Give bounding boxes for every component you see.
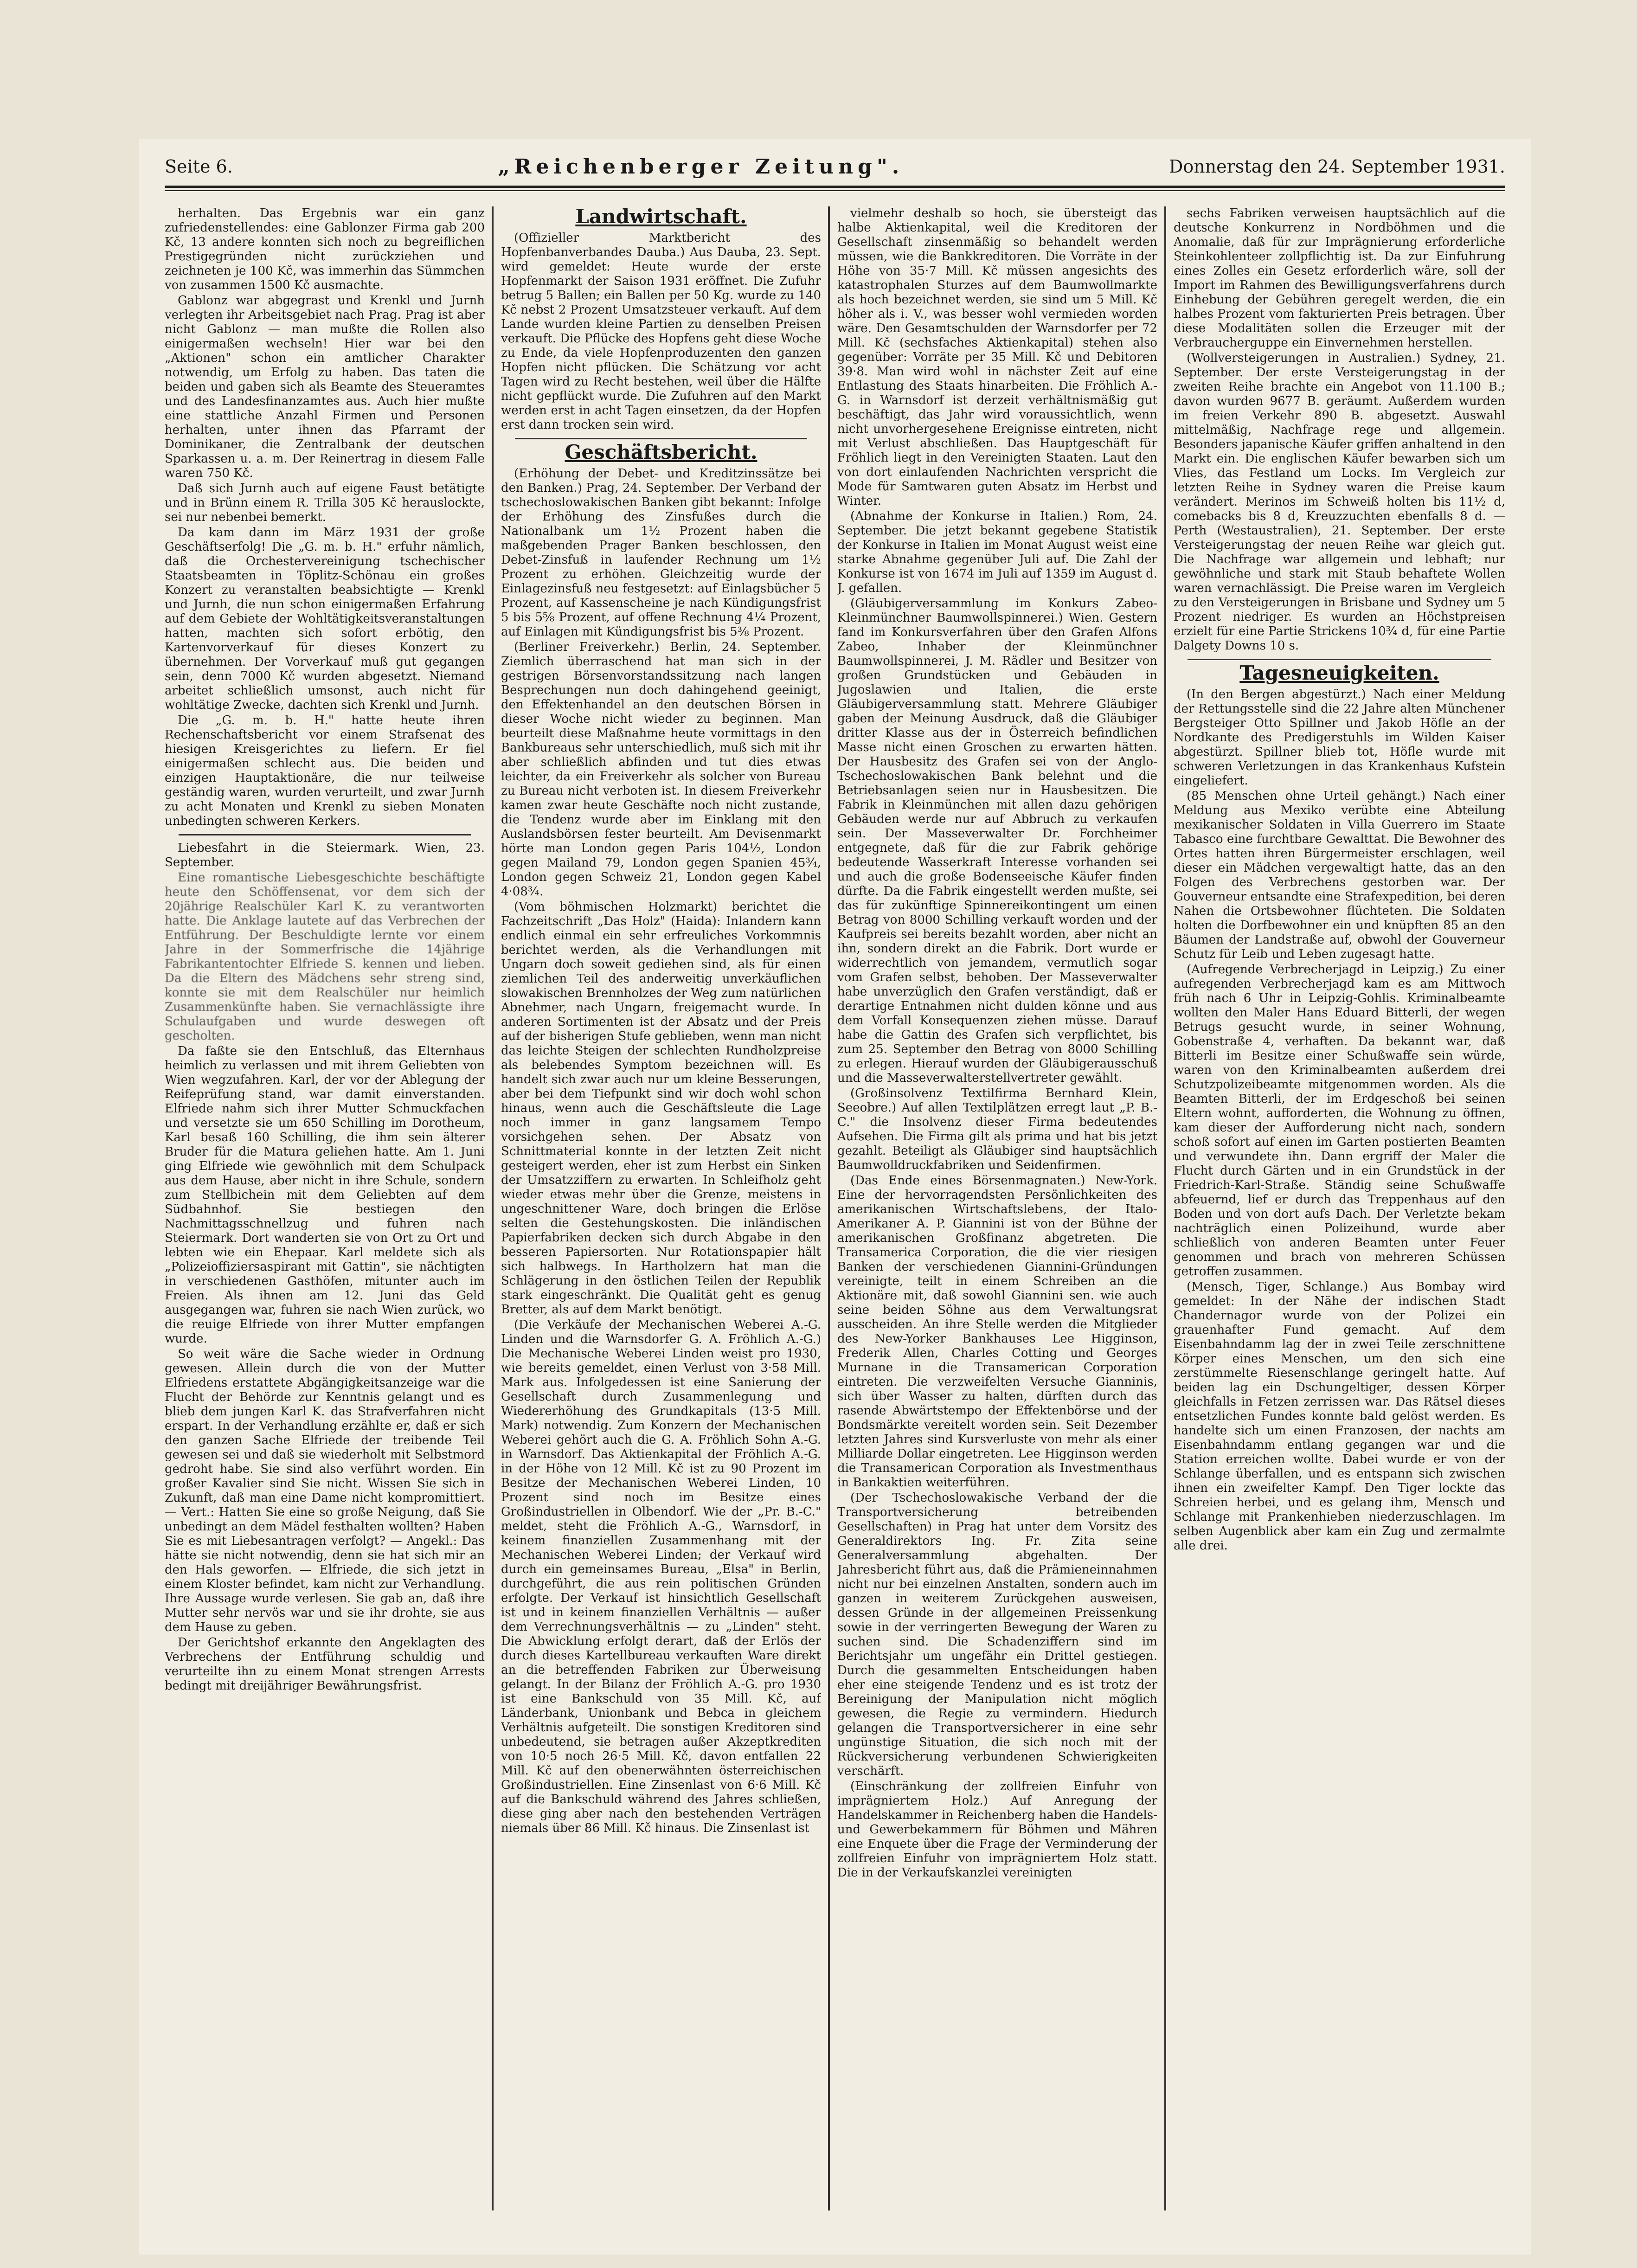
article-separator — [515, 438, 807, 439]
article-paragraph: (Der Tschechoslowakische Verband der die Transportversicherung betreibenden Gesellschaften) in Prag hat unter dem Vorsitz des Generaldirektors Ing. Fr. Zita seine Generalversammlung abgehalten. Der Jahresbericht führt aus, daß die Prämieneinnahmen nicht nur bei einzelnen Anstalten, sondern auch im ganzen in weiterem Zurückgehen ausweisen, dessen Gründe in der allgemeinen Preissenkung sowie in der verringerten Bewegung der Waren zu suchen sind. Die Schadenziffern sind im Berichtsjahr um ungefähr ein Drittel gestiegen. Durch die gesammelten Entscheidungen haben eher eine steigende Tendenz und es ist trotz der Bereinigung der Manipulation nicht möglich gewesen, die Regie zu vermindern. Hiedurch gelangen die Transportversicherer in eine sehr ungünstige Situation, die sich noch mit der Rückversicherung verbundenen Schwierigkeiten verschärft. — [837, 1491, 1157, 1778]
article-paragraph: Die „G. m. b. H." hatte heute ihren Rechenschaftsbericht vor einem Strafsenat des hiesigen Kreisgerichtes zu liefern. Er fiel einigermaßen schlecht aus. Die beiden und einzigen Hauptaktionäre, die nur teilweise geständig waren, wurden verurteilt, und zwar Jurnh zu acht Monaten und Krenkl zu sieben Monaten unbedingten schweren Kerkers. — [165, 713, 485, 828]
page-header — [165, 150, 1505, 183]
article-paragraph: sechs Fabriken verweisen hauptsächlich auf die deutsche Konkurrenz in Nordböhmen und die Anomalie, daß für zur Imprägnierung erforderliche Steinkohlenteer zollpflichtig ist. Da zur Einfuhrung eines Zolles ein Gesetz erforderlich wäre, soll der Import im Rahmen des Bewilligungsverfahrens durch Einhebung der Gebühren geregelt werden, die ein halbes Prozent vom fakturierten Preis betragen. Über diese Modalitäten sollen die Erzeuger mit der Verbraucherguppe ein Einvernehmen herstellen. — [1174, 206, 1505, 350]
article-paragraph: (Einschränkung der zollfreien Einfuhr von imprägniertem Holz.) Auf Anregung der Handelskammer in Reichenberg haben die Handels- und Gewerbekammern für Böhmen und Mähren eine Enquete über die Frage der Verminderung der zollfreien Einfuhr von imprägniertem Holz statt. Die in der Verkaufskanzlei vereinigten — [837, 1780, 1157, 1880]
article-paragraph: (Erhöhung der Debet- und Kreditzinssätze bei den Banken.) Prag, 24. September. Der Verband der tschechoslowakischen Banken gibt bekannt: Infolge der Erhöhung des Zinsfußes durch die Nationalbank um 1½ Prozent haben die maßgebenden Prager Banken beschlossen, den Debet-Zinsfuß in laufender Rechnung um 1½ Prozent zu erhöhen. Gleichzeitig wurde der Einlagezinsfuß neu festgesetzt: auf Einlagsbücher 5 Prozent, auf Kassenscheine je nach Kündigungsfrist 5 bis 5⅝ Prozent, auf offene Rechnung 4¼ Prozent, auf Einlagen mit Kündigungsfrist bis 5⅜ Prozent. — [501, 467, 821, 639]
article-paragraph: (In den Bergen abgestürzt.) Nach einer Meldung der Rettungsstelle sind die 22 Jahre alten Münchener Bergsteiger Otto Spillner und Jakob Höfle an der Nordkante des Predigerstuhls im Wilden Kaiser abgestürzt. Spillner blieb tot, Höfle wurde mit schweren Verletzungen in das Krankenhaus Kufstein eingeliefert. — [1174, 687, 1505, 788]
article-paragraph: (Wollversteigerungen in Australien.) Sydney, 21. September. Der erste Versteigerungstag in der zweiten Reihe brachte ein Angebot von 11.100 B.; davon wurden 9677 B. geräumt. Außerdem wurden im freien Verkehr 890 B. abgesetzt. Auswahl mittelmäßig, Nachfrage rege und allgemein. Besonders japanische Käufer griffen anhaltend in den Markt ein. Die englischen Käufer bewarben sich um Vlies, das Festland um Locks. Im Vergleich zur letzten Reihe in Sydney waren die Preise kaum verändert. Merinos im Schweiß holten bis 11½ d, comebacks bis 8 d, Kreuzzuchten ebenfalls 8 d. — Perth (Westaustralien), 21. September. Der erste Versteigerungstag der neuen Reihe war gleich gut. Die Nachfrage war allgemein und lebhaft; nur gewöhnliche und stark mit Staub behaftete Wollen waren vernachlässigt. Die Preise waren im Vergleich zu den Versteigerungen in Brisbane und Sydney um 5 Prozent niedriger. Es wurden an Höchstpreisen erzielt für eine Partie Strickens 10¾ d, für eine Partie Dalgety Downs 10 s. — [1174, 351, 1505, 653]
article-paragraph: (Die Verkäufe der Mechanischen Weberei A.-G. Linden und die Warnsdorfer G. A. Fröhlich A.-G.) Die Mechanische Weberei Linden weist pro 1930, wie bereits gemeldet, einen Verlust von 3·58 Mill. Mark aus. Infolgedessen ist eine Sanierung der Gesellschaft durch Zusammenlegung und Wiedererhöhung des Grundkapitals (13·5 Mill. Mark) notwendig. Zum Konzern der Mechanischen Weberei gehört auch die G. A. Fröhlich Sohn A.-G. in Warnsdorf. Das Aktienkapital der Fröhlich A.-G. in der Höhe von 12 Mill. Kč ist zu 90 Prozent im Besitze der Mechanischen Weberei Linden, 10 Prozent sind noch im Besitze eines Großindustriellen in Olbendorf. Wie der „Pr. B.-C." meldet, steht die Fröhlich A.-G., Warnsdorf, in keinem finanziellen Zusammenhang mit der Mechanischen Weberei Linden; der Verkauf wird durch ein gemeinsames Bureau, „Elsa" in Berlin, durchgeführt, die aus rein politischen Gründen erfolgte. Der Verkauf ist hinsichtlich Gesellschaft ist und in keinem finanziellen Verhältnis — außer dem Verrechnungsverhältnis — zu „Linden" steht. Die Abwicklung erfolgt derart, daß der Erlös der durch dieses Kartellbureau verkauften Ware direkt an die betreffenden Fabriken zur Überweisung gelangt. In der Bilanz der Fröhlich A.-G. pro 1930 ist eine Bankschuld von 35 Mill. Kč, auf Länderbank, Unionbank und Bebca in gleichem Verhältnis aufgeteilt. Die sonstigen Kreditoren sind unbedeutend, sie betragen außer Akzeptkrediten von 10·5 noch 26·5 Mill. Kč, davon entfallen 22 Mill. Kč auf den obenerwähnten österreichischen Großindustriellen. Eine Zinsenlast von 6·6 Mill. Kč auf die Bankschuld während des Jahres schließen, diese ging aber nach den bestehenden Verträgen niemals über 86 Mill. Kč hinaus. Die Zinsenlast ist — [501, 1318, 821, 1835]
header-rule — [165, 186, 1505, 188]
newspaper-page — [139, 139, 1531, 2255]
article-paragraph: (Aufregende Verbrecherjagd in Leipzig.) Zu einer aufregenden Verbrecherjagd kam es am Mittwoch früh nach 6 Uhr in Leipzig-Gohlis. Kriminalbeamte wollten den Maler Hans Eduard Bitterli, der wegen Betrugs gesucht wurde, in seiner Wohnung, Gobenstraße 4, verhaften. Da bekannt war, daß Bitterli im Besitze einer Schußwaffe sein würde, waren von den Kriminalbeamten außerdem drei Schutzpolizeibeamte mitgenommen worden. Als die Beamten Bitterli, der im Erdgeschoß bei seinen Eltern wohnt, aufforderten, die Wohnung zu öffnen, kam dieser der Aufforderung nicht nach, sondern schoß sofort auf einen im Garten postierten Beamten und verwundete ihn. Dann ergriff der Maler die Flucht durch Gärten und in ein Grundstück in der Friedrich-Karl-Straße. Ständig seine Schußwaffe abfeuernd, lief er durch das Treppenhaus auf den Boden und von dort aufs Dach. Der Verletzte bekam nachträglich einen Polizeihund, wurde aber schließlich von anderen Beamten unter Feuer genommen und brach von mehreren Schüssen getroffen zusammen. — [1174, 963, 1505, 1279]
column-1 — [165, 206, 485, 2210]
article-paragraph: herhalten. Das Ergebnis war ein ganz zufriedenstellendes: eine Gablonzer Firma gab 200 Kč, 13 andere konnten sich noch zu begreiflichen Prestigegründen nicht zurückziehen und zeichneten je 100 Kč, was immerhin das Sümmchen von zusammen 1500 Kč ausmachte. — [165, 206, 485, 292]
article-paragraph: Gablonz war abgegrast und Krenkl und Jurnh verlegten ihr Arbeitsgebiet nach Prag. Prag ist aber nicht Gablonz — man mußte die Rollen also einigermaßen wechseln! Hier war bei den „Aktionen" schon ein amtlicher Charakter notwendig, um Erfolg zu haben. Das taten die beiden und gaben sich als Beamte des Steueramtes und des Landesfinanzamtes aus. Auch hier mußte eine stattliche Anzahl Firmen und Personen herhalten, unter ihnen das Pfarramt der Dominikaner, die Zentralbank der deutschen Sparkassen u. a. m. Der Reinertrag in diesem Falle waren 750 Kč. — [165, 294, 485, 480]
article-paragraph: Daß sich Jurnh auch auf eigene Faust betätigte und in Brünn einem R. Trilla 305 Kč herauslockte, sei nur nebenbei bemerkt. — [165, 482, 485, 524]
article-separator — [179, 834, 471, 835]
article-paragraph: Der Gerichtshof erkannte den Angeklagten des Verbrechens der Entführung schuldig und verurteilte ihn zu einem Monat strengen Arrests bedingt mit dreijähriger Bewährungsfrist. — [165, 1636, 485, 1693]
article-paragraph: (Abnahme der Konkurse in Italien.) Rom, 24. September. Die jetzt bekannt gegebene Statistik der Konkurse in Italien im Monat August weist eine starke Abnahme gegenüber Juli auf. Die Zahl der Konkurse ist von 1674 im Juli auf 1359 im August d. J. gefallen. — [837, 509, 1157, 595]
article-paragraph: (Mensch, Tiger, Schlange.) Aus Bombay wird gemeldet: In der Nähe der indischen Stadt Chandernagor wurde von der Polizei ein grauenhafter Fund gemacht. Auf dem Eisenbahndamm lag der in zwei Teile zerschnittene Körper eines Menschen, um den sich eine zerstümmelte Riesenschlange geringelt hatte. Auf beiden lag ein Dschungeltiger, dessen Körper gleichfalls in Fetzen zerrissen war. Das Rätsel dieses entsetzlichen Fundes konnte bald gelöst werden. Es handelte sich um einen Franzosen, der nachts am Eisenbahndamm entlang gegangen war und die Station erreichen wollte. Dabei wurde er von der Schlange überfallen, und es entspann sich zwischen ihnen ein zweifelter Kampf. Den Tiger lockte das Schreien herbei, und es gelang ihm, Mensch und Schlange mit Prankenhieben niederzuschlagen. Im selben Augenblick aber kam ein Zug und zermalmte alle drei. — [1174, 1280, 1505, 1553]
column-divider — [828, 206, 830, 2210]
article-paragraph: (Das Ende eines Börsenmagnaten.) New-York. Eine der hervorragendsten Persönlichkeiten des amerikanischen Wirtschaftslebens, der Italo-Amerikaner A. P. Giannini ist von der Bühne der amerikanischen Großfinanz abgetreten. Die Transamerica Corporation, die die vier riesigen Banken der verschiedenen Giannini-Gründungen vereinigte, teilt in einem Schreiben an die Aktionäre mit, daß sowohl Giannini sen. wie auch seine beiden Söhne aus dem Verwaltungsrat ausscheiden. An ihre Stelle werden die Mitglieder des New-Yorker Bankhauses Lee Higginson, Frederik Allen, Charles Cotting und Georges Murnane in die Transamerican Corporation eintreten. Die verzweifelten Versuche Gianninis, sich über Wasser zu halten, dürften durch das rasende Abwärtstempo der Effektenbörse und der Bondsmärkte vereitelt worden sein. Seit Dezember letzten Jahres sind Kursverluste von mehr als einer Milliarde Dollar eingetreten. Lee Higginson werden die Transamerican Corporation als Investmenthaus in Bankaktien weiterführen. — [837, 1174, 1157, 1490]
article-paragraph: (Großinsolvenz Textilfirma Bernhard Klein, Seeobre.) Auf allen Textilplätzen erregt laut „P. B.-C." die Insolvenz dieser Firma bedeutendes Aufsehen. Die Firma gilt als prima und hat bis jetzt gezahlt. Beteiligt als Gläubiger sind hauptsächlich Baumwolldruckfabriken und Seidenfirmen. — [837, 1086, 1157, 1172]
section-heading: Geschäftsbericht. — [565, 441, 758, 463]
article-paragraph: (Vom böhmischen Holzmarkt) berichtet die Fachzeitschrift „Das Holz" (Haida): Inlandern kann endlich einmal ein sehr erfreuliches Vorkommnis berichtet werden, als die Verhandlungen mit Ungarn doch soweit gediehen sind, als für einen ziemlichen Teil des anderweitig unverkäuflichen slowakischen Brennholzes der Weg zum natürlichen Abnehmer, nach Ungarn, freigemacht wurde. In anderen Sortimenten ist der Absatz und der Preis auf der bisherigen Stufe geblieben, wenn man nicht das leichte Steigen der schlechten Rundholzpreise als belebendes Symptom bezeichnen will. Es handelt sich zwar auch nur um kleine Besserungen, aber bei dem Tiefpunkt sind wir doch wohl schon hinaus, wenn auch die Geschäftsleute die Lage noch immer in ganz langsamem Tempo vorsichgehen sehen. Der Absatz von Schnittmaterial konnte in der letzten Zeit nicht gesteigert werden, eher ist zum Herbst ein Sinken der Umsatzziffern zu erwarten. In Schleifholz geht wieder etwas mehr über die Grenze, meistens in ungeschnittener Ware, doch bringen die Erlöse selten die Gestehungskosten. Die inländischen Papierfabriken decken sich durch Abgabe in den besseren Papiersorten. Nur Rotationspapier hält sich halbwegs. In Hartholzern hat man die Schlägerung in den östlichen Teilen der Republik stark eingeschränkt. Die Qualität geht es genug Bretter, als auf dem Markt benötigt. — [501, 900, 821, 1317]
newspaper-title: „Reichenberger Zeitung". — [498, 154, 904, 179]
article-separator — [1188, 659, 1491, 660]
column-4 — [1174, 206, 1505, 2210]
article-paragraph: (85 Menschen ohne Urteil gehängt.) Nach einer Meldung aus Mexiko verübte eine Abteilung mexikanischer Soldaten in Villa Guerrero im Staate Tabasco eine furchtbare Gewalttat. Die Bewohner des Ortes hatten ihren Bürgermeister erschlagen, weil dieser ein Mädchen vergewaltigt hatte, das an den Folgen des Verbrechens gestorben war. Der Gouverneur entsandte eine Strafexpedition, bei deren Nahen die Ortsbewohner flüchteten. Die Soldaten holten die Dorfbewohner ein und knüpften 85 an den Bäumen der Landstraße auf, obwohl der Gouverneur Schutz für Leib und Leben zugesagt hatte. — [1174, 789, 1505, 961]
article-paragraph: (Offizieller Marktbericht des Hopfenbanverbandes Dauba.) Aus Dauba, 23. Sept. wird gemeldet: Heute wurde der erste Hopfenmarkt der Saison 1931 eröffnet. Die Zufuhr betrug 5 Ballen; ein Ballen per 50 Kg. wurde zu 140 Kč nebst 2 Prozent Umsatzsteuer verkauft. Auf dem Lande wurden kleine Partien zu denselben Preisen verkauft. Die Pflücke des Hopfens geht diese Woche zu Ende, da viele Hopfenproduzenten den ganzen Hopfen nicht pflücken. Die Schätzung vor acht Tagen wird zu Recht bestehen, weil über die Hälfte nicht gepflückt wurde. Die Zufuhren auf den Markt werden erst in acht Tagen einsetzen, da der Hopfen erst dann trocken sein wird. — [501, 231, 821, 432]
article-paragraph: (Berliner Freiverkehr.) Berlin, 24. September. Ziemlich überraschend hat man sich in der gestrigen Börsenvorstandssitzung nach langen Besprechungen nun doch dahingehend geeinigt, den Effektenhandel an den deutschen Börsen in dieser Woche nicht wieder zu beginnen. Man beurteilt diese Maßnahme heute vormittags in den Bankbureaus sehr unterschiedlich, muß sich mit ihr aber schließlich abfinden und tut dies etwas leichter, da ein Freiverkehr als solcher von Bureau zu Bureau nicht verboten ist. In diesem Freiverkehr kamen zwar heute Geschäfte noch nicht zustande, die Tendenz wurde aber im Einklang mit den Auslandsbörsen fester beurteilt. Am Devisenmarkt hörte man London gegen Paris 104½, London gegen Mailand 79, London gegen Spanien 45¾, London gegen Schweiz 21, London gegen Kabel 4·08¾. — [501, 640, 821, 899]
article-paragraph: So weit wäre die Sache wieder in Ordnung gewesen. Allein durch die von der Mutter Elfriedens erstattete Abgängigkeitsanzeige war die Flucht der Behörde zur Kenntnis gelangt und es blieb dem jungen Karl K. das Strafverfahren nicht erspart. In der Verhandlung erzählte er, daß er sich den ganzen Sache Elfriede der treibende Teil gewesen sei und daß sie wiederholt mit Selbstmord gedroht habe. Sie sind also verführt worden. Ein großer Kavalier sind Sie nicht. Wissen Sie sich in Zukunft, daß man eine Dame nicht kompromittiert. — Vert.: Hatten Sie eine so große Neigung, daß Sie unbedingt an dem Mädel festhalten wollten? Haben Sie es mit Liebesantragen verfolgt? — Angekl.: Das hätte sie nicht notwendig, denn sie hat sich mir an den Hals geworfen. — Elfriede, die sich jetzt in einem Kloster befindet, kam nicht zur Verhandlung. Ihre Aussage wurde verlesen. Sie gab an, daß ihre Mutter sehr nervös war und sie ihr drohte, sie aus dem Hause zu geben. — [165, 1347, 485, 1634]
section-heading: Tagesneuigkeiten. — [1239, 662, 1439, 684]
section-heading: Landwirtschaft. — [575, 206, 747, 228]
article-paragraph: vielmehr deshalb so hoch, sie übersteigt das halbe Aktienkapital, weil die Kreditoren der Gesellschaft zinsenmäßig so behandelt werden müssen, wie die Bankkreditoren. Die Vorräte in der Höhe von 35·7 Mill. Kč müssen angesichts des katastrophalen Sturzes auf dem Baumwollmarkte als hoch bezeichnet werden, sie sind um 5 Mill. Kč höher als i. V., was besser wohl vermieden worden wäre. Den Gesamtschulden der Warnsdorfer per 72 Mill. Kč (sechsfaches Aktienkapital) stehen also gegenüber: Vorräte per 35 Mill. Kč und Debitoren 39·8. Man wird wohl in nächster Zeit auf eine Entlastung des Staats hinarbeiten. Die Fröhlich A.-G. in Warnsdorf ist derzeit verhältnismäßig gut beschäftigt, das Jahr wird voraussichtlich, wenn nicht unvorhergesehene Ereignisse eintreten, nicht mit Verlust abschließen. Das Hauptgeschäft für Fröhlich liegt in den Vereinigten Staaten. Laut den von dort einlaufenden Nachrichten verspricht die Mode für Samtwaren guten Absatz im Herbst und Winter. — [837, 206, 1157, 508]
header-rule-thin — [165, 190, 1505, 191]
article-paragraph: Da kam dann im März 1931 der große Geschäftserfolg! Die „G. m. b. H." erfuhr nämlich, daß die Orchestervereinigung tschechischer Staatsbeamten in Töplitz-Schönau ein großes Konzert zu veranstalten beabsichtigte — Krenkl und Jurnh, die nun schon einigermaßen Erfahrung auf dem Gebiete der Wohltätigkeitsveranstaltungen hatten, machten sich sofort erbötig, den Kartenvorverkauf für dieses Konzert zu übernehmen. Der Vorverkauf muß gut gegangen sein, denn 7000 Kč wurden abgesetzt. Niemand arbeitet schließlich umsonst, auch nicht für wohltätige Zwecke, dachten sich Krenkl und Jurnh. — [165, 526, 485, 712]
column-divider — [1164, 206, 1166, 2210]
column-2 — [501, 206, 821, 2210]
article-paragraph: Da faßte sie den Entschluß, das Elternhaus heimlich zu verlassen und mit ihrem Geliebten von Wien wegzufahren. Karl, der vor der Ablegung der Reifeprüfung stand, war damit einverstanden. Elfriede nahm sich ihrer Mutter Schmuckfachen und versetzte sie um 650 Schilling im Dorotheum, Karl besaß 160 Schilling, die ihm sein älterer Bruder für die Matura geliehen hatte. Am 1. Juni ging Elfriede wie gewöhnlich mit dem Schulpack aus dem Hause, aber nicht in ihre Schule, sondern zum Stellbichein mit dem Geliebten auf dem Südbahnhof. Sie bestiegen den Nachmittagsschnellzug und fuhren nach Steiermark. Dort wanderten sie von Ort zu Ort und lebten wie ein Ehepaar. Karl meldete sich als „Polizeioffiziersaspirant mit Gattin", sie nächtigten in verschiedenen Gasthöfen, mitunter auch im Freien. Als ihnen am 12. Juni das Geld ausgegangen war, fuhren sie nach Wien zurück, wo die reuige Elfriede von ihrer Mutter empfangen wurde. — [165, 1044, 485, 1346]
article-paragraph: Eine romantische Liebesgeschichte beschäftigte heute den Schöffensenat, vor dem sich der 20jährige Realschüler Karl K. zu verantworten hatte. Die Anklage lautete auf das Verbrechen der Entführung. Der Beschuldigte lernte vor einem Jahre in der Sommerfrische die 14jährige Fabrikantentochter Elfriede S. kennen und lieben. Da die Eltern des Mädchens sehr streng sind, konnte sie mit dem Realschüler nur heimlich Zusammenkünfte haben. Sie vernachlässigte ihre Schulaufgaben und wurde deswegen oft gescholten. — [165, 871, 485, 1043]
page-label: Seite 6. — [165, 156, 233, 177]
column-3 — [837, 206, 1157, 2210]
article-paragraph: Liebesfahrt in die Steiermark. Wien, 23. September. — [165, 841, 485, 869]
issue-date: Donnerstag den 24. September 1931. — [1168, 156, 1505, 177]
article-paragraph: (Gläubigerversammlung im Konkurs Zabeo-Kleinmünchner Baumwollspinnerei.) Wien. Gestern fand im Konkursverfahren über den Grafen Alfons Zabeo, Inhaber der Kleinmünchner Baumwollspinnerei, J. M. Rädler und Besitzer von großen Grundstücken und Gebäuden in Jugoslawien und Italien, die erste Gläubigerversammlung statt. Mehrere Gläubiger gaben der Meinung Ausdruck, daß die Gläubiger dritter Klasse aus der in Österreich befindlichen Masse nicht einen Groschen zu erwarten hätten. Der Hausbesitz des Grafen sei von der Anglo-Tschechoslowakischen Bank belehnt und die Betriebsanlagen seien nur in Hausbesitzen. Die Fabrik in Kleinmünchen mit allen dazu gehörigen Gebäuden werde nur auf Abbruch zu verkaufen sein. Der Masseverwalter Dr. Forchheimer entgegnete, daß für die zur Fabrik gehörige bedeutende Wasserkraft Interesse vorhanden sei und auch die große Bodenseeische Käufer finden dürfte. Da die Fabrik eingestellt werden mußte, sei das für zukünftige Spinnereikontingent um einen Betrag von 8000 Schilling verkauft worden und der Kaufpreis sei bereits bezahlt worden, aber nicht an ihn, sondern direkt an die Fabrik. Dort wurde er widerrechtlich von jemandem, vermutlich sogar vom Grafen selbst, behoben. Der Masseverwalter habe unverzüglich den Grafen verständigt, daß er derartige Entnahmen nicht dulden könne und aus dem Vorfall Konsequenzen ziehen müsse. Darauf habe die Gattin des Grafen sich verpflichtet, bis zum 25. September den Betrag von 8000 Schilling zu erlegen. Hierauf wurden der Gläubigerausschuß und die Masseverwalterstellvertreter gewählt. — [837, 597, 1157, 1085]
column-divider — [492, 206, 494, 2210]
